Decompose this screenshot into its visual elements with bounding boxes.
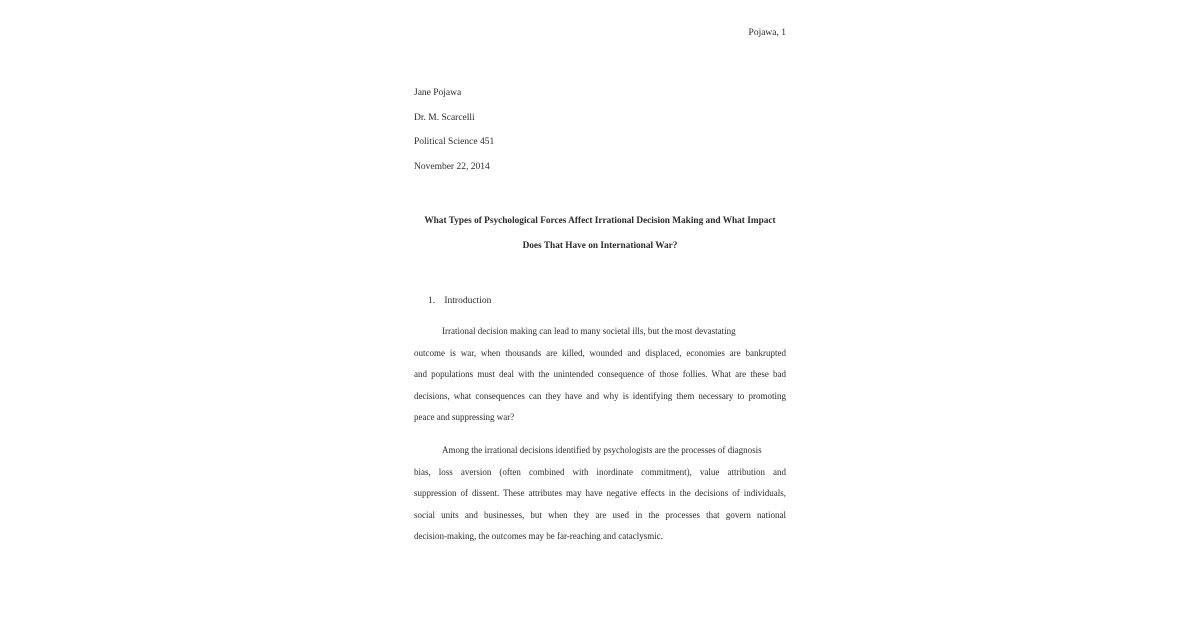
paragraph-line: peace and suppressing war? (414, 412, 515, 422)
paragraph-line: and populations must deal with the unintended consequence of those follies. What are these bad (414, 369, 786, 379)
instructor-name: Dr. M. Scarcelli (414, 112, 475, 123)
paragraph-line: Among the irrational decisions identified by psychologists are the processes of diagnosis (442, 445, 762, 455)
paragraph-line: suppression of dissent. These attributes may have negative effects in the decisions of individuals, (414, 488, 786, 498)
paragraph-line: outcome is war, when thousands are killed, wounded and displaced, economies are bankrupted (414, 347, 786, 358)
paragraph-2 (414, 444, 786, 552)
paragraph-line: bias, loss aversion (often combined with inordinate commitment), value attribution and (414, 466, 786, 477)
paragraph-line: social units and businesses, but when they are used in the processes that govern national (414, 509, 786, 520)
mla-heading (414, 87, 494, 185)
title-line-2: Does That Have on International War? (522, 241, 678, 251)
section-label: Introduction (444, 296, 492, 306)
paper-date: November 22, 2014 (414, 161, 490, 172)
paper-title (400, 215, 800, 265)
course-name: Political Science 451 (414, 137, 495, 147)
paragraph-line: Irrational decision making can lead to many societal ills, but the most devastating (442, 326, 736, 336)
paragraph-line: decisions, what consequences can they have and why is identifying them necessary to promoting (414, 390, 786, 401)
title-line-1: What Types of Psychological Forces Affect Irrational Decision Making and What Impact (424, 216, 776, 226)
paragraph-line: decision-making, the outcomes may be far-reaching and cataclysmic. (414, 531, 663, 541)
section-heading (428, 296, 491, 306)
running-head: Pojawa, 1 (748, 28, 786, 38)
author-name: Jane Pojawa (414, 88, 462, 98)
paragraph-1 (414, 325, 786, 433)
section-number: 1. (428, 296, 436, 306)
